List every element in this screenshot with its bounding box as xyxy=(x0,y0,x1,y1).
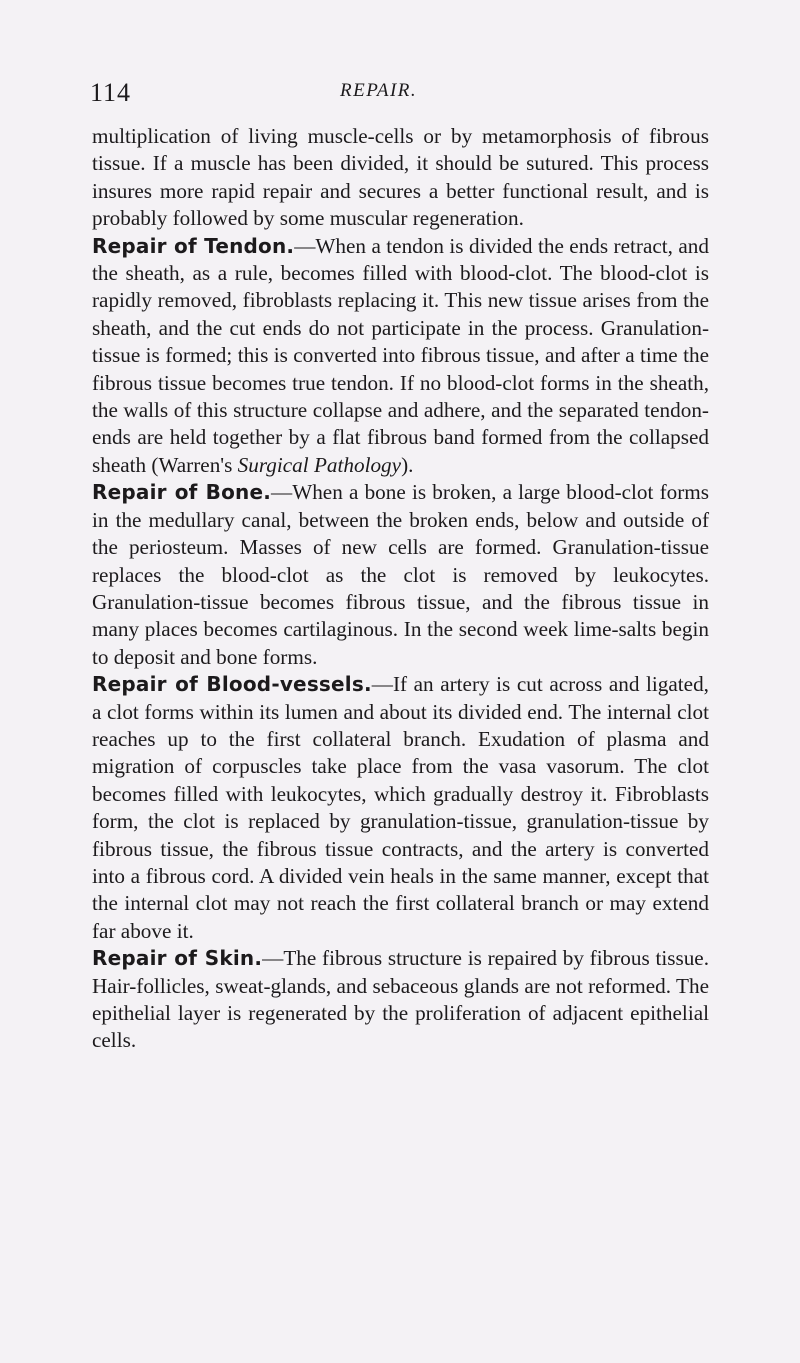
running-title: REPAIR. xyxy=(340,80,418,101)
paragraph-tail: ). xyxy=(401,452,414,477)
paragraph-text: —The fibrous structure is repaired by fibrous tissue. Hair-follicles, sweat-glands, and sebaceous glands are not reformed. The epithelial layer is regenerated by the proliferation of adjacent epithelial cells. xyxy=(92,946,709,1053)
page-number: 114 xyxy=(90,78,132,107)
paragraph-text: —When a tendon is divided the ends retract, and the sheath, as a rule, becomes filled with blood-clot. The blood-clot is rapidly removed, fibroblasts replacing it. This new tissue arises from the sheath, and the cut ends do not participate in the process. Granulation-tissue is formed; this is converted into fibrous tissue, and after a time the fibrous tissue becomes true tendon. If no blood-clot forms in the sheath, the walls of this structure collapse and adhere, and the separated tendon-ends are held together by a flat fibrous band formed from the collapsed sheath (Warren's xyxy=(92,233,709,477)
paragraph-text: —When a bone is broken, a large blood-clot forms in the medullary canal, between the broken ends, below and outside of the periosteum. Masses of new cells are formed. Granulation-tissue replaces the blood-clot as the clot is removed by leukocytes. Granulation-tissue becomes fibrous tissue, and the fibrous tissue in many places becomes cartilaginous. In the second week lime-salts begin to deposit and bone forms. xyxy=(92,480,710,669)
paragraph-text: multiplication of living muscle-cells or by metamorphosis of fibrous tissue. If a muscle has been divided, it should be sutured. This process insures more rapid repair and secures a better functional result, and is probably followed by some muscular regeneration. xyxy=(92,124,709,231)
paragraph-skin xyxy=(92,945,709,1055)
paragraph-tendon xyxy=(92,233,709,480)
section-heading-bone: Repair of Bone. xyxy=(92,480,272,505)
section-heading-skin: Repair of Skin. xyxy=(92,946,263,971)
section-heading-blood-vessels: Repair of Blood-vessels. xyxy=(92,672,372,697)
paragraph-bone xyxy=(92,479,709,671)
paragraph-blood-vessels xyxy=(92,671,709,945)
running-head xyxy=(90,78,710,110)
paragraph-muscle xyxy=(92,123,709,233)
citation-title: Surgical Pathology xyxy=(237,452,402,477)
section-heading-tendon: Repair of Tendon. xyxy=(92,233,295,258)
paragraph-text: —If an artery is cut across and ligated, a clot forms within its lumen and about its divided end. The internal clot reaches up to the first collateral branch. Exudation of plasma and migration of corpuscles take place from the vasa vasorum. The clot becomes filled with leukocytes, which gradually destroy it. Fibroblasts form, the clot is replaced by granulation-tissue, granulation-tissue by fibrous tissue, the fibrous tissue contracts, and the artery is converted into a fibrous cord. A divided vein heals in the same manner, except that the internal clot may not reach the first collateral branch or may extend far above it. xyxy=(92,672,709,943)
body-text xyxy=(92,123,709,1055)
